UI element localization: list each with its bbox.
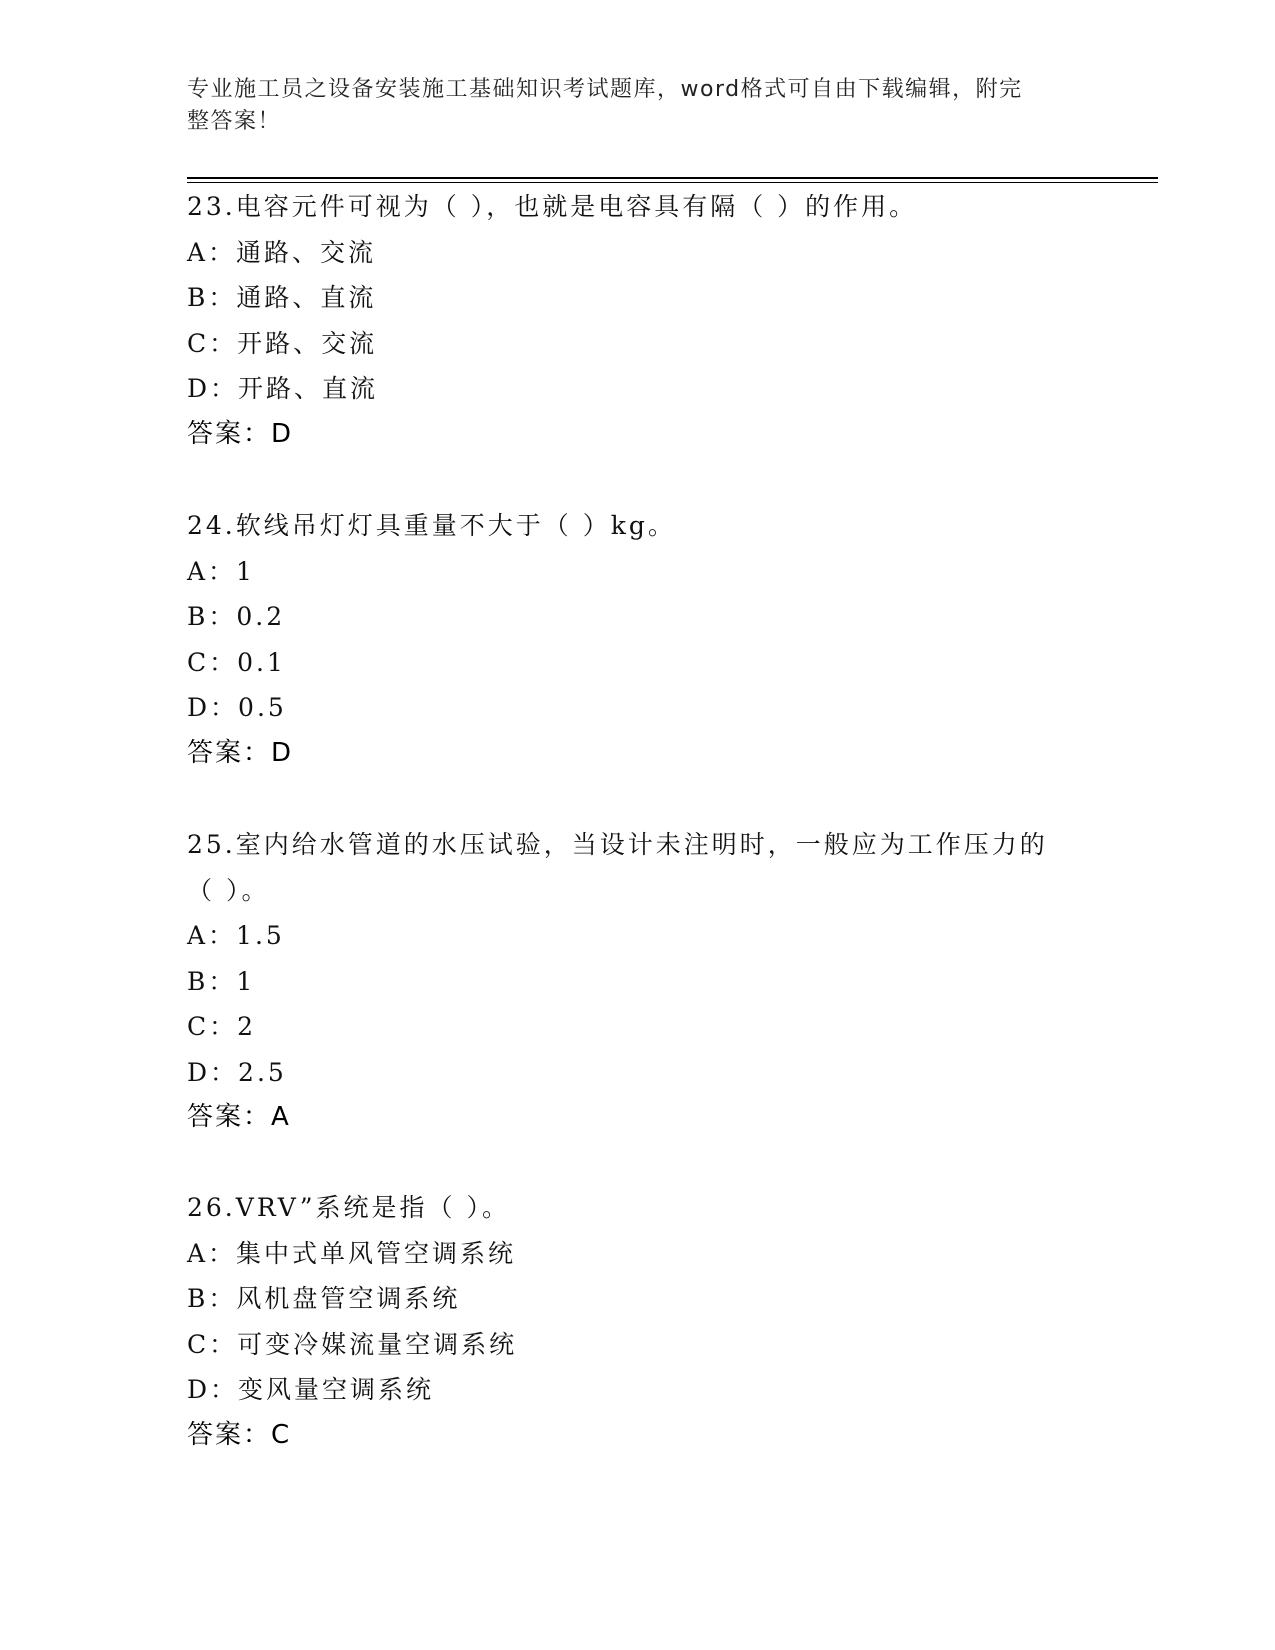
option-b: B：风机盘管空调系统: [187, 1284, 461, 1313]
header-divider-thin: [187, 182, 1158, 183]
option-d: D：开路、直流: [187, 374, 379, 403]
option-c: C：可变冷媒流量空调系统: [187, 1329, 518, 1359]
option-b: B：0.2: [187, 602, 286, 631]
question-stem-line-2: （ ）。: [187, 875, 270, 905]
option-a: A：集中式单风管空调系统: [187, 1238, 517, 1268]
option-a: A：1: [187, 556, 255, 586]
question-stem: 26.VRV”系统是指（ ）。: [187, 1193, 510, 1222]
option-d: D：2.5: [187, 1057, 287, 1087]
option-a: A：通路、交流: [187, 237, 377, 267]
answer-label: 答案：A: [187, 1102, 291, 1132]
answer-label: 答案：D: [187, 737, 294, 768]
header-divider-thick: [187, 177, 1158, 179]
option-c: C：开路、交流: [187, 328, 378, 358]
question-25: [187, 822, 1087, 1141]
question-stem: 23.电容元件可视为（ ），也就是电容具有隔（ ）的作用。: [187, 192, 918, 221]
answer-label: 答案：D: [187, 418, 294, 449]
header-title-line-1: 专业施工员之设备安装施工基础知识考试题库，word格式可自由下载编辑，附完: [187, 77, 1023, 102]
question-24: [187, 503, 1087, 776]
option-d: D：变风量空调系统: [187, 1375, 435, 1404]
answer-label: 答案：C: [187, 1419, 292, 1450]
option-c: C：0.1: [187, 647, 286, 677]
header-title-line-2: 整答案！: [187, 109, 282, 134]
document-header: [187, 74, 1067, 138]
option-a: A：1.5: [187, 921, 285, 950]
question-stem: 24.软线吊灯灯具重量不大于（ ）kg。: [187, 511, 676, 540]
option-d: D：0.5: [187, 693, 287, 722]
option-b: B：1: [187, 966, 256, 996]
question-26: [187, 1185, 1087, 1458]
question-stem-line-1: 25.室内给水管道的水压试验，当设计未注明时，一般应为工作压力的: [187, 830, 1048, 859]
option-c: C：2: [187, 1012, 257, 1041]
question-23: [187, 184, 1087, 457]
option-b: B：通路、直流: [187, 283, 377, 312]
